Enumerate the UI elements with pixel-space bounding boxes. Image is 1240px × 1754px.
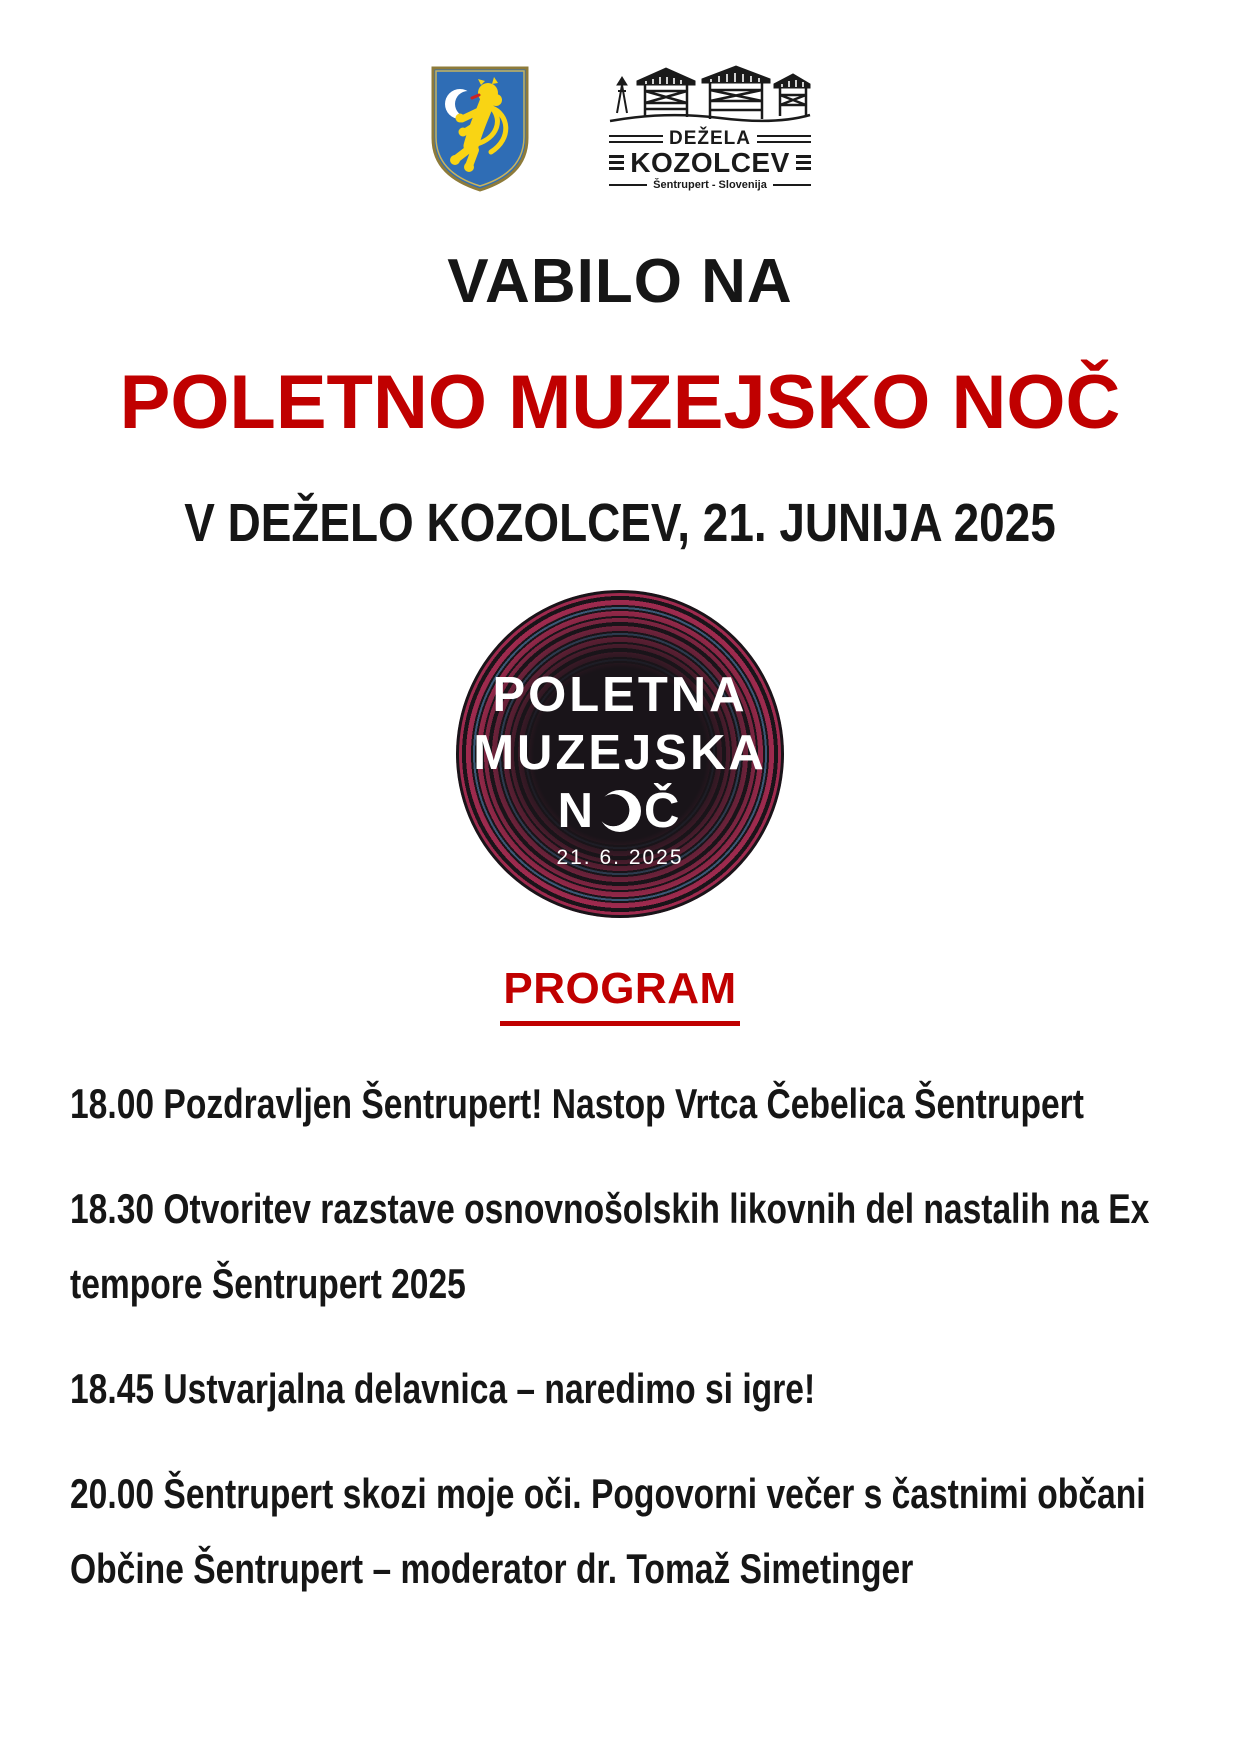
event-logo-line2: MUZEJSKA xyxy=(473,726,767,780)
single-line-left xyxy=(609,184,647,187)
single-line-right xyxy=(773,184,811,187)
kozolcev-logo-subtitle: Šentrupert - Slovenija xyxy=(653,178,767,191)
main-title: POLETNO MUZEJSKO NOČ xyxy=(119,360,1121,445)
event-logo-text xyxy=(456,590,784,918)
header-logos xyxy=(0,0,1240,194)
moon-icon xyxy=(599,790,641,832)
dezela-kozolcev-logo xyxy=(609,65,811,193)
double-line-left xyxy=(609,135,663,143)
program-item-1845: 18.45 Ustvarjalna delavnica – naredimo si igre! xyxy=(70,1365,816,1412)
double-line-right xyxy=(757,135,811,143)
event-logo-line3 xyxy=(558,782,683,840)
kozolcev-logo-subtitle-row xyxy=(609,177,811,193)
poletna-muzejska-noc-logo xyxy=(456,590,784,918)
event-logo-line1: POLETNA xyxy=(492,668,748,722)
noc-c: Č xyxy=(644,784,683,838)
program-item-1800: 18.00 Pozdravljen Šentrupert! Nastop Vrtca Čebelica Šentrupert xyxy=(70,1080,1084,1127)
program-item-1830: 18.30 Otvoritev razstave osnovnošolskih likovnih del nastalih na Ex tempore Šentrupert 2025 xyxy=(70,1185,1150,1307)
program-item-2000: 20.00 Šentrupert skozi moje oči. Pogovorni večer s častnimi občani Občine Šentrupert – moderator dr. Tomaž Simetinger xyxy=(70,1470,1146,1592)
event-logo-date: 21. 6. 2025 xyxy=(556,846,684,869)
noc-n: N xyxy=(557,784,596,838)
program-list xyxy=(70,1066,1240,1606)
pretitle: VABILO NA xyxy=(447,247,793,316)
hayracks-icon xyxy=(609,65,811,129)
kozolcev-logo-text2: KOZOLCEV xyxy=(630,146,790,178)
triple-line-left xyxy=(609,155,624,170)
kozolcev-logo-text1: DEŽELA xyxy=(669,128,751,150)
kozolcev-logo-line1 xyxy=(609,129,811,149)
subtitle-date-line: V DEŽELO KOZOLCEV, 21. JUNIJA 2025 xyxy=(184,493,1056,553)
coat-of-arms-icon xyxy=(429,64,531,194)
kozolcev-logo-line2 xyxy=(609,146,811,178)
program-heading-row xyxy=(0,964,1240,1026)
program-heading: PROGRAM xyxy=(500,964,739,1026)
triple-line-right xyxy=(796,155,811,170)
